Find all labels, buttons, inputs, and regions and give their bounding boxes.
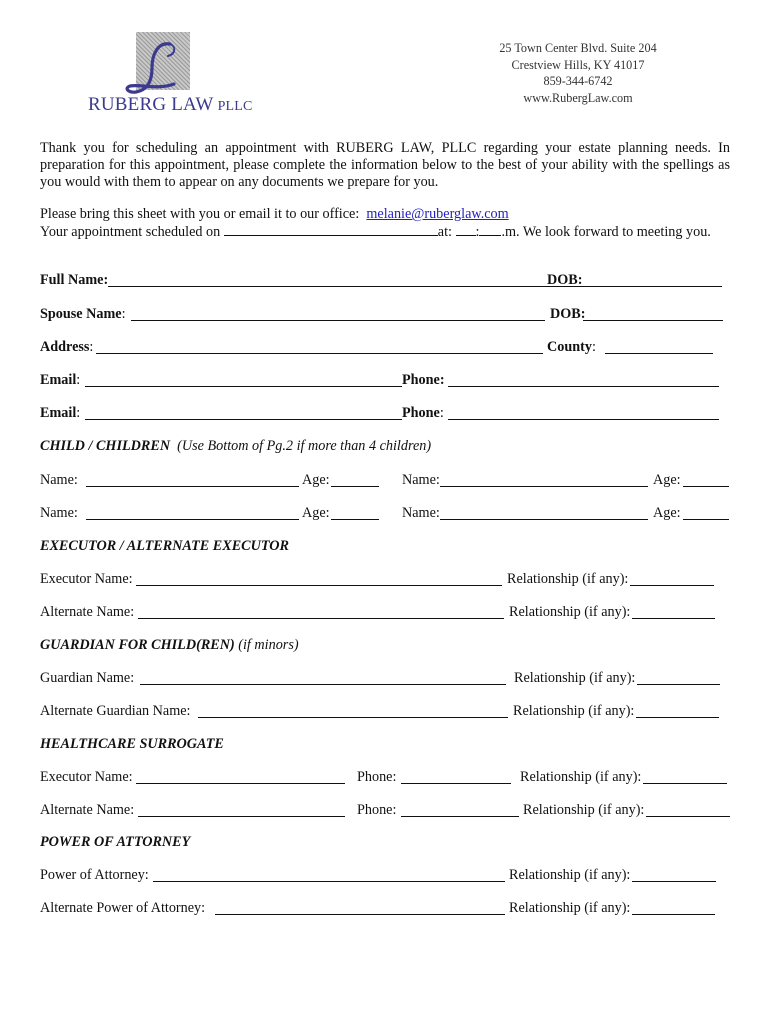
alternate-executor-label: Alternate Name: — [40, 604, 135, 620]
appt-hour-field[interactable] — [456, 223, 476, 236]
email-field-2[interactable] — [85, 419, 402, 420]
healthcare-relationship-label: Relationship (if any): — [520, 769, 642, 785]
healthcare-relationship-field-1[interactable] — [643, 783, 727, 784]
email-label: Email: — [40, 372, 81, 388]
guardian-note: (if minors) — [238, 637, 299, 653]
address-city: Crestview Hills, KY 41017 — [511, 57, 645, 72]
address-website: www.RubergLaw.com — [523, 90, 633, 105]
poa-field[interactable] — [153, 881, 505, 882]
executor-name-field[interactable] — [136, 585, 502, 586]
address-row — [40, 339, 740, 359]
alternate-poa-relationship-label: Relationship (if any): — [509, 900, 631, 916]
alternate-poa-relationship-field[interactable] — [632, 914, 715, 915]
spouse-row — [40, 306, 740, 326]
dob-label: DOB: — [547, 272, 583, 288]
alternate-guardian-field[interactable] — [198, 717, 508, 718]
alternate-executor-field[interactable] — [138, 618, 504, 619]
child-4-name-field[interactable] — [440, 519, 648, 520]
phone-label-2: Phone: — [402, 405, 444, 421]
address-phone: 859-344-6742 — [543, 74, 613, 88]
phone-field-2[interactable] — [448, 419, 719, 420]
bring-text: Please bring this sheet with you or email it to our office: — [40, 206, 360, 222]
healthcare-heading: HEALTHCARE SURROGATE — [40, 736, 224, 752]
logo-wordmark — [88, 94, 253, 116]
phone-field-1[interactable] — [448, 386, 719, 387]
child-age-label: Age: — [302, 505, 330, 521]
county-field[interactable] — [605, 353, 713, 354]
spouse-dob-label: DOB: — [550, 306, 586, 322]
child-age-label: Age: — [653, 505, 681, 521]
poa-label: Power of Attorney: — [40, 867, 149, 883]
appt-colon: : — [475, 224, 480, 240]
healthcare-relationship-field-2[interactable] — [646, 816, 730, 817]
full-name-row — [40, 272, 740, 292]
appt-at: at: — [437, 224, 452, 240]
child-age-label: Age: — [302, 472, 330, 488]
child-name-label: Name: — [402, 505, 440, 521]
executor-relationship-label: Relationship (if any): — [507, 571, 629, 587]
address-label: Address: — [40, 339, 94, 355]
guardian-heading: GUARDIAN FOR CHILD(REN) (if minors) — [40, 637, 299, 653]
alternate-poa-label: Alternate Power of Attorney: — [40, 900, 206, 916]
phone-label: Phone: — [402, 372, 445, 388]
child-3-name-field[interactable] — [86, 519, 299, 520]
healthcare-phone-label: Phone: — [357, 769, 397, 785]
appt-minute-field[interactable] — [479, 223, 501, 236]
guardian-name-label: Guardian Name: — [40, 670, 135, 686]
full-name-label: Full Name: — [40, 272, 109, 288]
child-3-age-field[interactable] — [331, 519, 379, 520]
children-heading: CHILD / CHILDREN (Use Bottom of Pg.2 if more than 4 children) — [40, 438, 432, 454]
firm-logo — [88, 30, 253, 120]
guardian-row — [40, 670, 740, 690]
child-age-label: Age: — [653, 472, 681, 488]
executor-relationship-field[interactable] — [630, 585, 714, 586]
child-1-name-field[interactable] — [86, 486, 299, 487]
appt-date-field[interactable] — [224, 223, 438, 236]
appt-suffix: .m. We look forward to meeting you. — [501, 224, 711, 240]
healthcare-alternate-row — [40, 802, 740, 822]
executor-heading: EXECUTOR / ALTERNATE EXECUTOR — [40, 538, 290, 554]
children-note: (Use Bottom of Pg.2 if more than 4 children) — [177, 438, 432, 454]
child-name-label: Name: — [40, 472, 78, 488]
healthcare-executor-field[interactable] — [136, 783, 345, 784]
guardian-relationship-field[interactable] — [637, 684, 720, 685]
child-2-age-field[interactable] — [683, 486, 729, 487]
healthcare-alternate-field[interactable] — [138, 816, 345, 817]
logo-name: RUBERG LAW — [88, 94, 214, 115]
child-2-name-field[interactable] — [440, 486, 648, 487]
children-row-1 — [40, 472, 740, 492]
poa-heading: POWER OF ATTORNEY — [40, 834, 191, 850]
intro-paragraph: Thank you for scheduling an appointment with RUBERG LAW, PLLC regarding your estate planning needs. In preparation for this appointment, please complete the information below to the best of your ability with the spellings as you would with them to appear on any documents we prepare for you. — [40, 140, 730, 190]
guardian-relationship-label: Relationship (if any): — [514, 670, 636, 686]
healthcare-executor-label: Executor Name: — [40, 769, 133, 785]
full-name-field[interactable] — [108, 286, 585, 287]
healthcare-phone-field-2[interactable] — [401, 816, 519, 817]
poa-relationship-label: Relationship (if any): — [509, 867, 631, 883]
county-label: County: — [547, 339, 596, 355]
spouse-dob-field[interactable] — [583, 320, 723, 321]
appt-prefix: Your appointment scheduled on — [40, 224, 221, 240]
healthcare-executor-row — [40, 769, 740, 789]
spouse-name-label: Spouse Name: — [40, 306, 126, 322]
executor-name-label: Executor Name: — [40, 571, 133, 587]
child-1-age-field[interactable] — [331, 486, 379, 487]
address-field[interactable] — [96, 353, 543, 354]
children-row-2 — [40, 505, 740, 525]
executor-row — [40, 571, 740, 591]
alternate-guardian-row — [40, 703, 740, 723]
bring-line — [40, 206, 740, 223]
spouse-name-field[interactable] — [131, 320, 545, 321]
guardian-name-field[interactable] — [140, 684, 506, 685]
child-4-age-field[interactable] — [683, 519, 729, 520]
healthcare-phone-field-1[interactable] — [401, 783, 511, 784]
alternate-executor-relationship-label: Relationship (if any): — [509, 604, 631, 620]
office-address — [468, 40, 688, 106]
alternate-guardian-label: Alternate Guardian Name: — [40, 703, 191, 719]
office-email-link[interactable]: melanie@ruberglaw.com — [366, 206, 509, 222]
email-label-2: Email: — [40, 405, 81, 421]
alternate-executor-relationship-field[interactable] — [632, 618, 715, 619]
child-name-label: Name: — [402, 472, 440, 488]
alternate-poa-field[interactable] — [215, 914, 505, 915]
poa-row — [40, 867, 740, 887]
address-street: 25 Town Center Blvd. Suite 204 — [499, 41, 657, 55]
child-name-label: Name: — [40, 505, 78, 521]
alternate-guardian-relationship-label: Relationship (if any): — [513, 703, 635, 719]
alternate-poa-row — [40, 900, 740, 920]
alternate-guardian-relationship-field[interactable] — [636, 717, 719, 718]
instructions — [40, 206, 740, 241]
appointment-line — [40, 223, 740, 241]
healthcare-alternate-label: Alternate Name: — [40, 802, 135, 818]
email-row-1 — [40, 372, 740, 392]
email-row-2 — [40, 405, 740, 425]
dob-field[interactable] — [583, 286, 722, 287]
logo-suffix: PLLC — [217, 99, 253, 114]
poa-relationship-field[interactable] — [632, 881, 716, 882]
healthcare-phone-label-2: Phone: — [357, 802, 397, 818]
email-field-1[interactable] — [85, 386, 402, 387]
alternate-executor-row — [40, 604, 740, 624]
logo-l-icon — [118, 40, 188, 100]
healthcare-relationship-label-2: Relationship (if any): — [523, 802, 645, 818]
